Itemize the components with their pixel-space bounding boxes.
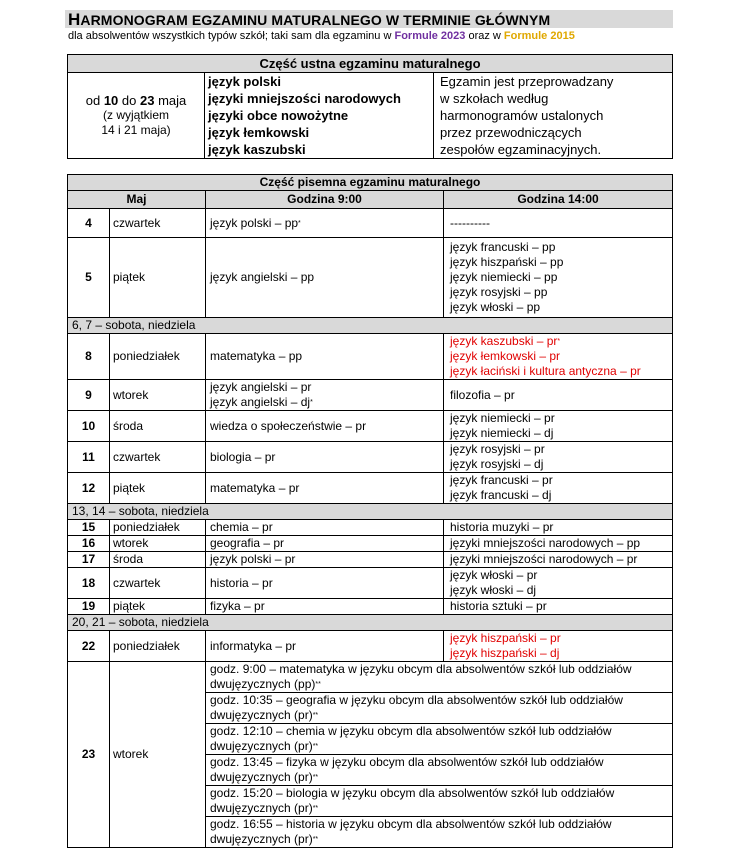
- table-row: [68, 411, 673, 442]
- weekday-cell: czwartek: [110, 209, 206, 238]
- day-cell: 12: [68, 473, 110, 504]
- morning-exam-cell: język angielski – pr język angielski – dj*: [206, 380, 444, 411]
- morning-exam-cell: historia – pr: [206, 568, 444, 599]
- weekend-row: 6, 7 – sobota, niedziela: [68, 318, 673, 334]
- oral-subject: język polski: [208, 74, 281, 89]
- morning-exam-cell: wiedza o społeczeństwie – pr: [206, 411, 444, 442]
- morning-exam-cell: język polski – pp*: [206, 209, 444, 238]
- weekday-cell: środa: [110, 411, 206, 442]
- day-cell: 19: [68, 599, 110, 615]
- weekday-cell: czwartek: [110, 568, 206, 599]
- written-exam-table: [67, 174, 673, 848]
- morning-exam-cell: fizyka – pr: [206, 599, 444, 615]
- morning-exam-cell: chemia – pr: [206, 520, 444, 536]
- table-row: [68, 520, 673, 536]
- formula-2023-label: Formule 2023: [394, 30, 466, 42]
- morning-exam-cell: język polski – pr: [206, 552, 444, 568]
- bilingual-exam-cell: godz. 12:10 – chemia w języku obcym dla absolwentów szkół lub oddziałów dwujęzycznych (pr)**: [206, 724, 673, 755]
- afternoon-exam-cell: ----------: [444, 209, 673, 238]
- table-row: [68, 599, 673, 615]
- oral-info-cell: Egzamin jest przeprowadzany w szkołach według harmonogramów ustalonych przez przewodniczących zespołów egzaminacyjnych.: [434, 73, 673, 159]
- bilingual-exam-cell: godz. 9:00 – matematyka w języku obcym dla absolwentów szkół lub oddziałów dwujęzycznych (pp)**: [206, 662, 673, 693]
- oral-subject: język kaszubski: [208, 142, 306, 157]
- weekday-cell: wtorek: [110, 662, 206, 848]
- weekday-cell: piątek: [110, 473, 206, 504]
- document-subtitle: dla absolwentów wszystkich typów szkół; taki sam dla egzaminu w Formule 2023 oraz w Formule 2015: [68, 30, 575, 42]
- day-cell: 23: [68, 662, 110, 848]
- table-row: [68, 209, 673, 238]
- day-cell: 10: [68, 411, 110, 442]
- day-cell: 22: [68, 631, 110, 662]
- table-row: [68, 380, 673, 411]
- table-row: [68, 473, 673, 504]
- col-month-header: Maj: [68, 191, 206, 209]
- bilingual-exam-cell: godz. 16:55 – historia w języku obcym dla absolwentów szkół lub oddziałów dwujęzycznych (pr)**: [206, 817, 673, 848]
- day-cell: 11: [68, 442, 110, 473]
- col-9-header: Godzina 9:00: [206, 191, 444, 209]
- day-cell: 9: [68, 380, 110, 411]
- afternoon-exam-cell: język francuski – pp język hiszpański – pp język niemiecki – pp język rosyjski – pp język włoski – pp: [444, 238, 673, 318]
- table-row: [68, 334, 673, 380]
- bilingual-exam-cell: godz. 13:45 – fizyka w języku obcym dla absolwentów szkół lub oddziałów dwujęzycznych (pr)**: [206, 755, 673, 786]
- written-header: Część pisemna egzaminu maturalnego: [68, 175, 673, 191]
- col-14-header: Godzina 14:00: [444, 191, 673, 209]
- oral-subject: język łemkowski: [208, 125, 310, 140]
- afternoon-exam-cell: język francuski – pr język francuski – dj: [444, 473, 673, 504]
- afternoon-exam-cell: język kaszubski – pr* język łemkowski – pr język łaciński i kultura antyczna – pr: [444, 334, 673, 380]
- oral-date-cell: od 10 do 23 maja (z wyjątkiem 14 i 21 maja): [68, 73, 205, 159]
- afternoon-exam-cell: język hiszpański – pr język hiszpański – dj: [444, 631, 673, 662]
- afternoon-exam-cell: języki mniejszości narodowych – pr: [444, 552, 673, 568]
- morning-exam-cell: matematyka – pr: [206, 473, 444, 504]
- table-row: [68, 568, 673, 599]
- weekday-cell: piątek: [110, 238, 206, 318]
- day-cell: 4: [68, 209, 110, 238]
- oral-subjects-cell: [205, 73, 434, 159]
- afternoon-exam-cell: języki mniejszości narodowych – pp: [444, 536, 673, 552]
- afternoon-exam-cell: historia sztuki – pr: [444, 599, 673, 615]
- afternoon-exam-cell: język rosyjski – pr język rosyjski – dj: [444, 442, 673, 473]
- morning-exam-cell: informatyka – pr: [206, 631, 444, 662]
- oral-header: Część ustna egzaminu maturalnego: [68, 55, 673, 73]
- day-cell: 8: [68, 334, 110, 380]
- table-row: [68, 238, 673, 318]
- table-row: [68, 552, 673, 568]
- afternoon-exam-cell: historia muzyki – pr: [444, 520, 673, 536]
- day-cell: 15: [68, 520, 110, 536]
- table-row: [68, 442, 673, 473]
- weekend-row: 20, 21 – sobota, niedziela: [68, 615, 673, 631]
- day-cell: 5: [68, 238, 110, 318]
- table-row: [68, 536, 673, 552]
- oral-exam-table: [67, 54, 673, 159]
- formula-2015-label: Formule 2015: [503, 30, 575, 42]
- bilingual-exam-cell: godz. 10:35 – geografia w języku obcym dla absolwentów szkół lub oddziałów dwujęzycznych (pr)**: [206, 693, 673, 724]
- table-row: [68, 631, 673, 662]
- afternoon-exam-cell: filozofia – pr: [444, 380, 673, 411]
- weekday-cell: poniedziałek: [110, 631, 206, 662]
- morning-exam-cell: język angielski – pp: [206, 238, 444, 318]
- document-title: HARMONOGRAM EGZAMINU MATURALNEGO W TERMINIE GŁÓWNYM: [68, 10, 551, 29]
- oral-subject: języki obce nowożytne: [208, 108, 349, 123]
- morning-exam-cell: biologia – pr: [206, 442, 444, 473]
- weekday-cell: wtorek: [110, 380, 206, 411]
- oral-subject: języki mniejszości narodowych: [208, 91, 401, 106]
- weekday-cell: piątek: [110, 599, 206, 615]
- bilingual-exam-cell: godz. 15:20 – biologia w języku obcym dla absolwentów szkół lub oddziałów dwujęzycznych (pr)**: [206, 786, 673, 817]
- morning-exam-cell: geografia – pr: [206, 536, 444, 552]
- weekday-cell: poniedziałek: [110, 520, 206, 536]
- weekday-cell: poniedziałek: [110, 334, 206, 380]
- weekday-cell: czwartek: [110, 442, 206, 473]
- afternoon-exam-cell: język niemiecki – pr język niemiecki – dj: [444, 411, 673, 442]
- day-cell: 16: [68, 536, 110, 552]
- weekend-row: 13, 14 – sobota, niedziela: [68, 504, 673, 520]
- morning-exam-cell: matematyka – pp: [206, 334, 444, 380]
- afternoon-exam-cell: język włoski – pr język włoski – dj: [444, 568, 673, 599]
- table-row: [68, 662, 673, 693]
- day-cell: 18: [68, 568, 110, 599]
- weekday-cell: wtorek: [110, 536, 206, 552]
- weekday-cell: środa: [110, 552, 206, 568]
- day-cell: 17: [68, 552, 110, 568]
